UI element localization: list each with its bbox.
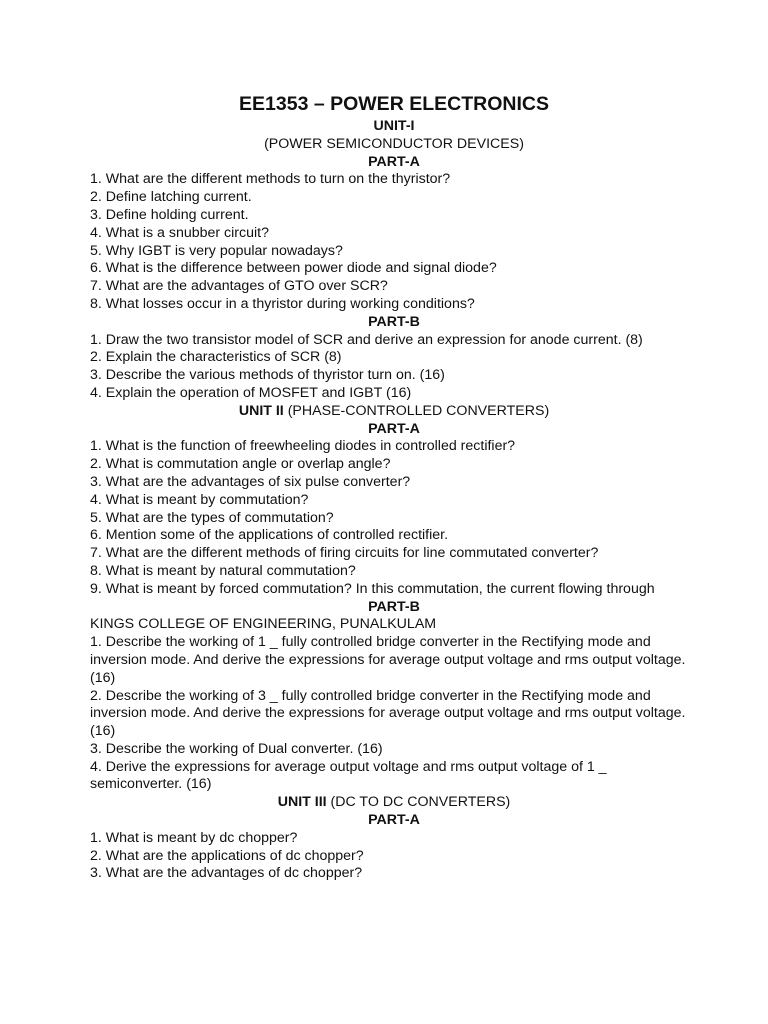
question: 8. What losses occur in a thyristor during working conditions? <box>90 295 475 312</box>
question: 2. Describe the working of 3 _ fully controlled bridge converter in the Rectifying mode and inversion mode. And derive the expressions for average output voltage and rms output voltage. (16) <box>90 687 686 740</box>
unit3-part-a-label: PART-A <box>368 812 420 829</box>
document-body <box>90 92 690 883</box>
question: 3. Describe the various methods of thyristor turn on. (16) <box>90 367 445 384</box>
question: 3. What are the advantages of dc chopper? <box>90 865 363 882</box>
unit3-heading-rest: (DC TO DC CONVERTERS) <box>326 794 511 811</box>
question: 7. What are the different methods of firing circuits for line commutated converter? <box>90 545 599 562</box>
question: 5. Why IGBT is very popular nowadays? <box>90 242 343 259</box>
unit1-part-a-label: PART-A <box>368 153 420 170</box>
question: 2. Explain the characteristics of SCR (8) <box>90 349 342 366</box>
question: 1. What is meant by dc chopper? <box>90 829 298 846</box>
unit3-heading <box>90 794 690 812</box>
question: 2. What are the applications of dc chopper? <box>90 847 364 864</box>
question: 3. Define holding current. <box>90 206 249 223</box>
question: 3. What are the advantages of six pulse converter? <box>90 473 411 490</box>
question: 4. Explain the operation of MOSFET and IGBT (16) <box>90 384 412 401</box>
question: 1. What are the different methods to turn on the thyristor? <box>90 171 451 188</box>
question: 8. What is meant by natural commutation? <box>90 562 356 579</box>
question: 4. Derive the expressions for average output voltage and rms output voltage of 1 _ semiconverter. (16) <box>90 758 607 793</box>
question: 1. Draw the two transistor model of SCR and derive an expression for anode current. (8) <box>90 331 643 348</box>
unit2-heading-bold: UNIT II <box>238 402 284 419</box>
unit1-part-b-label: PART-B <box>368 313 420 330</box>
unit2-heading <box>90 403 690 421</box>
college-name: KINGS COLLEGE OF ENGINEERING, PUNALKULAM <box>90 616 437 633</box>
unit2-heading-rest: (PHASE-CONTROLLED CONVERTERS) <box>283 402 550 419</box>
question: 4. What is a snubber circuit? <box>90 224 269 241</box>
question: 2. What is commutation angle or overlap angle? <box>90 456 391 473</box>
question: 9. What is meant by forced commutation? In this commutation, the current flowing through <box>90 580 655 597</box>
question: 5. What are the types of commutation? <box>90 509 334 526</box>
question: 1. Describe the working of 1 _ fully controlled bridge converter in the Rectifying mode and inversion mode. And derive the expressions for average output voltage and rms output voltage. (16) <box>90 634 686 686</box>
question: 1. What is the function of freewheeling diodes in controlled rectifier? <box>90 438 516 455</box>
question: 6. Mention some of the applications of controlled rectifier. <box>90 527 449 544</box>
unit2-part-a-label: PART-A <box>368 420 420 437</box>
unit1-heading: UNIT-I <box>373 118 415 134</box>
question: 2. Define latching current. <box>90 189 252 206</box>
unit1-subtitle: (POWER SEMICONDUCTOR DEVICES) <box>264 135 524 152</box>
question: 4. What is meant by commutation? <box>90 491 309 508</box>
question: 7. What are the advantages of GTO over SCR? <box>90 278 388 295</box>
question: 3. Describe the working of Dual converter. (16) <box>90 740 383 757</box>
document-title: EE1353 – POWER ELECTRONICS <box>239 93 549 115</box>
unit3-heading-bold: UNIT III <box>277 794 327 811</box>
unit2-part-b-label: PART-B <box>368 598 420 615</box>
question: 6. What is the difference between power diode and signal diode? <box>90 260 497 277</box>
